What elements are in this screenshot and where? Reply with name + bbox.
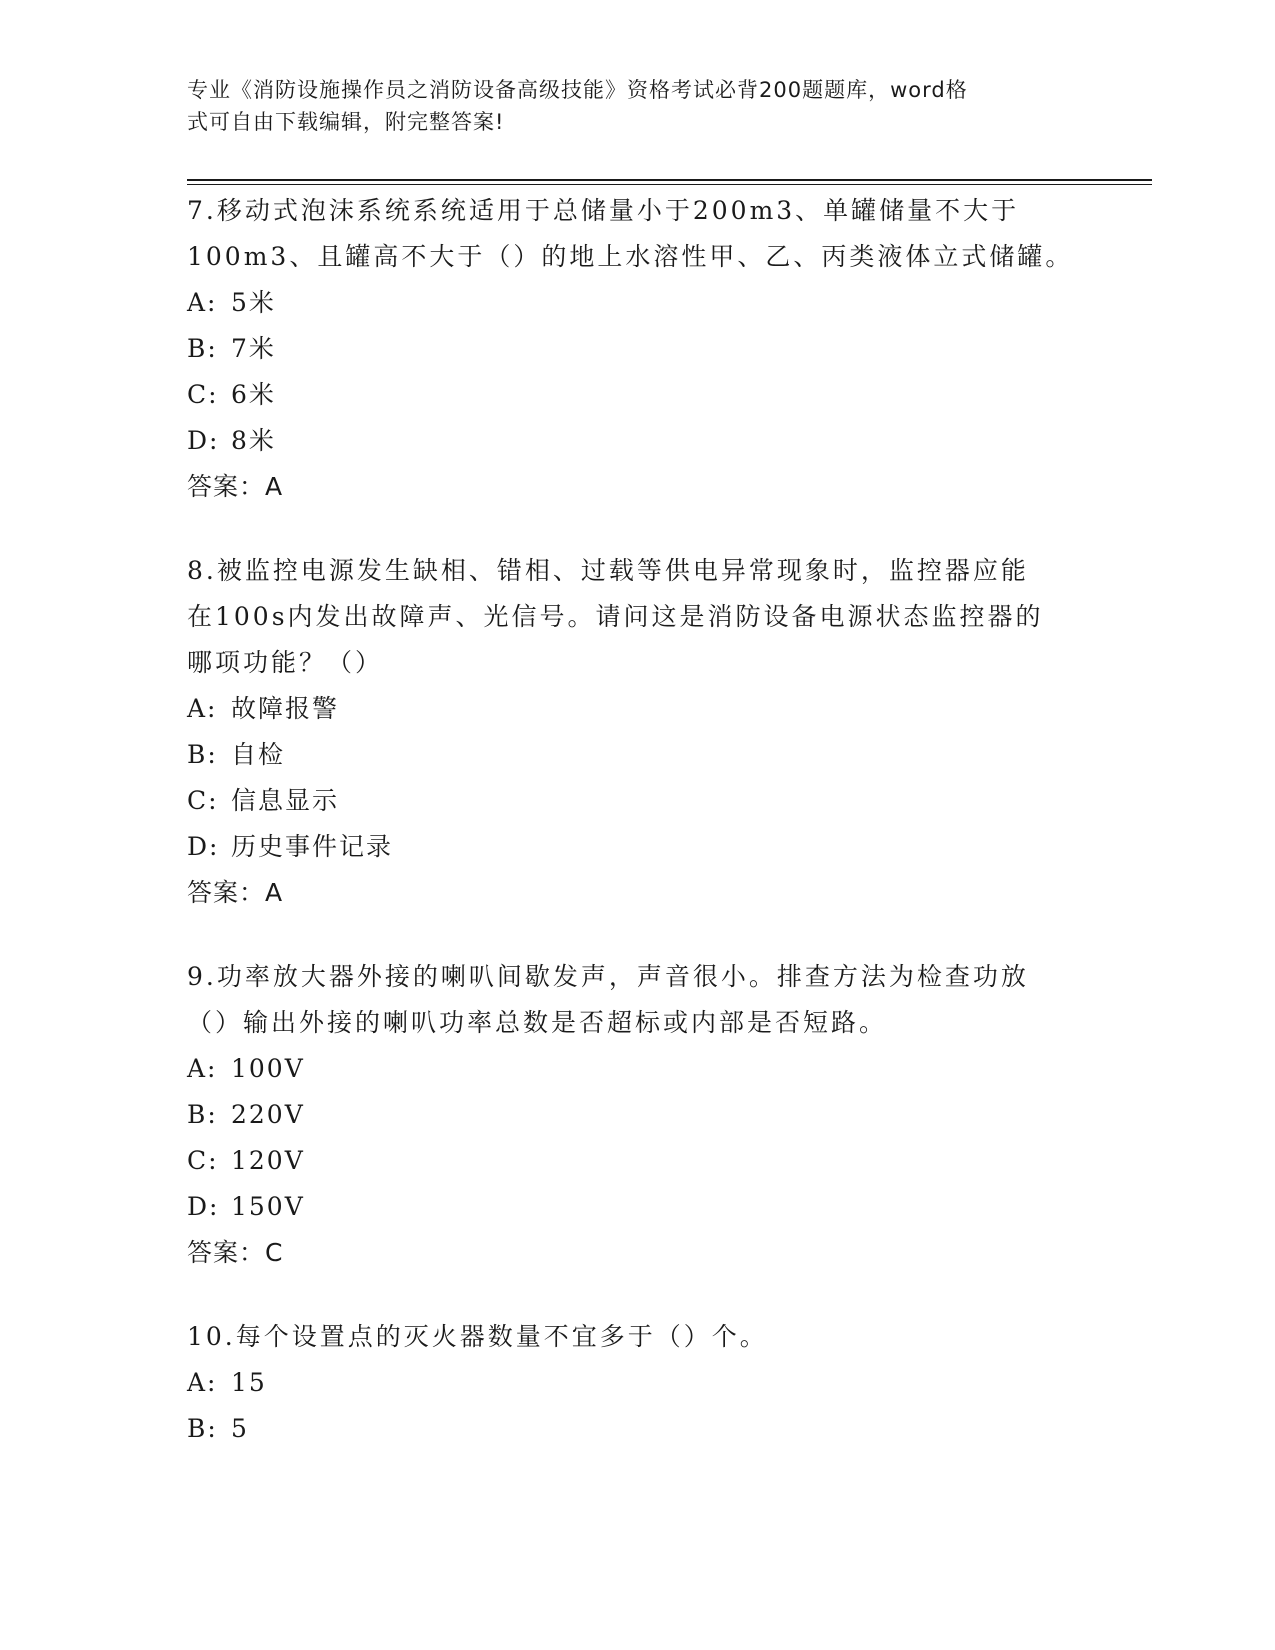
option-key: B: xyxy=(187,1414,218,1443)
option-text: 120V xyxy=(231,1146,305,1175)
answer-line xyxy=(187,870,1087,916)
option-key: C: xyxy=(187,786,219,815)
option-key: A: xyxy=(187,694,218,723)
option-text: 5米 xyxy=(231,288,276,317)
option-item xyxy=(187,1406,1087,1452)
option-item xyxy=(187,326,1087,372)
question-block xyxy=(187,188,1087,510)
question-stem-line: 8.被监控电源发生缺相、错相、过载等供电异常现象时，监控器应能 xyxy=(187,556,1029,585)
option-item xyxy=(187,1360,1087,1406)
answer-label: 答案： xyxy=(187,1238,266,1267)
option-text: 历史事件记录 xyxy=(231,832,394,861)
header-line-2: 式可自由下载编辑，附完整答案! xyxy=(187,110,505,134)
question-list xyxy=(187,188,1087,1490)
document-header xyxy=(187,74,1067,138)
option-key: C: xyxy=(187,1146,219,1175)
option-key: A: xyxy=(187,1054,218,1083)
option-key: A: xyxy=(187,1368,218,1397)
option-text: 8米 xyxy=(231,426,276,455)
answer-label: 答案： xyxy=(187,878,266,907)
question-block xyxy=(187,954,1087,1276)
option-item xyxy=(187,372,1087,418)
option-item xyxy=(187,1138,1087,1184)
option-text: 故障报警 xyxy=(231,694,340,723)
option-item xyxy=(187,418,1087,464)
question-stem-line: 100m3、且罐高不大于（）的地上水溶性甲、乙、丙类液体立式储罐。 xyxy=(187,242,1074,271)
question-block xyxy=(187,548,1087,916)
question-stem-line: 哪项功能？（） xyxy=(187,648,384,677)
option-item xyxy=(187,1092,1087,1138)
option-text: 自检 xyxy=(231,740,286,769)
option-item xyxy=(187,824,1087,870)
option-item xyxy=(187,686,1087,732)
option-text: 220V xyxy=(231,1100,305,1129)
option-key: B: xyxy=(187,740,218,769)
option-text: 7米 xyxy=(231,334,276,363)
question-stem-line: 9.功率放大器外接的喇叭间歇发声，声音很小。排查方法为检查功放 xyxy=(187,962,1029,991)
answer-label: 答案： xyxy=(187,472,266,501)
option-text: 5 xyxy=(231,1414,249,1443)
option-item xyxy=(187,1184,1087,1230)
option-item xyxy=(187,1046,1087,1092)
option-text: 100V xyxy=(231,1054,305,1083)
answer-line xyxy=(187,464,1087,510)
answer-value: A xyxy=(265,878,284,907)
question-block xyxy=(187,1314,1087,1452)
answer-value: C xyxy=(265,1238,284,1267)
option-key: D: xyxy=(187,426,220,455)
option-item xyxy=(187,280,1087,326)
answer-line xyxy=(187,1230,1087,1276)
question-stem-line: （）输出外接的喇叭功率总数是否超标或内部是否短路。 xyxy=(187,1008,888,1037)
option-item xyxy=(187,732,1087,778)
option-item xyxy=(187,778,1087,824)
option-text: 150V xyxy=(231,1192,305,1221)
question-stem-line: 在100s内发出故障声、光信号。请问这是消防设备电源状态监控器的 xyxy=(187,602,1044,631)
option-key: C: xyxy=(187,380,219,409)
option-key: B: xyxy=(187,1100,218,1129)
header-divider-top xyxy=(187,179,1152,181)
header-divider-bottom xyxy=(187,184,1152,185)
answer-value: A xyxy=(265,472,284,501)
option-key: A: xyxy=(187,288,218,317)
option-text: 信息显示 xyxy=(231,786,340,815)
question-stem-line: 7.移动式泡沫系统系统适用于总储量小于200m3、单罐储量不大于 xyxy=(187,196,1020,225)
option-key: D: xyxy=(187,832,220,861)
option-key: B: xyxy=(187,334,218,363)
option-text: 15 xyxy=(231,1368,267,1397)
header-line-1: 专业《消防设施操作员之消防设备高级技能》资格考试必背200题题库，word格 xyxy=(187,78,968,102)
option-text: 6米 xyxy=(231,380,276,409)
option-key: D: xyxy=(187,1192,220,1221)
question-stem-line: 10.每个设置点的灭火器数量不宜多于（）个。 xyxy=(187,1322,768,1351)
